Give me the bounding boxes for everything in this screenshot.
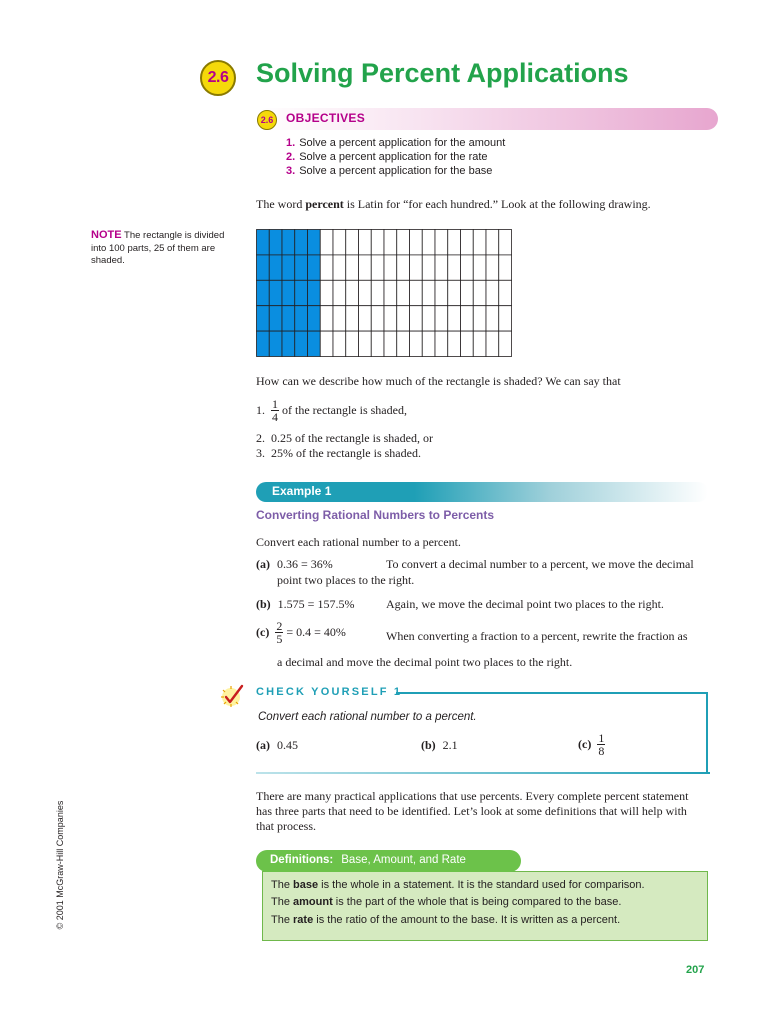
grid-cell-shaded: [308, 280, 321, 305]
grid-cell: [384, 331, 397, 356]
grid-cell: [410, 306, 423, 331]
example-part-a: [256, 557, 333, 572]
grid-cell-shaded: [282, 331, 295, 356]
grid-cell-shaded: [295, 255, 308, 280]
check-yourself-frame: [396, 692, 708, 772]
check-yourself-label: CHECK YOURSELF 1: [256, 686, 403, 698]
definition-amount: [271, 896, 621, 908]
example-label: Example 1: [272, 484, 332, 498]
definition-term: rate: [293, 914, 314, 926]
grid-cell: [461, 255, 474, 280]
grid-cell: [397, 255, 410, 280]
grid-cell: [448, 280, 461, 305]
grid-cell: [435, 280, 448, 305]
grid-cell: [371, 331, 384, 356]
grid-cell: [359, 280, 372, 305]
grid-cell: [486, 306, 499, 331]
grid-cell: [435, 230, 448, 255]
definition-rate: [271, 914, 620, 926]
check-part-a: [256, 738, 298, 753]
grid-cell: [422, 230, 435, 255]
grid-cell-shaded: [269, 306, 282, 331]
grid-cell: [371, 230, 384, 255]
grid-cell-shaded: [308, 331, 321, 356]
grid-cell-shaded: [269, 230, 282, 255]
definition-text: is the ratio of the amount to the base. It is written as a percent.: [313, 914, 621, 926]
grid-cell-shaded: [295, 331, 308, 356]
grid-cell-shaded: [282, 280, 295, 305]
part-label: (c): [578, 737, 592, 751]
grid-cell: [499, 331, 512, 356]
grid-cell: [359, 255, 372, 280]
objective-text: Solve a percent application for the amount: [299, 137, 506, 149]
grid-cell: [410, 331, 423, 356]
grid-cell: [346, 306, 359, 331]
note-label: NOTE: [91, 229, 122, 241]
grid-cell: [486, 331, 499, 356]
describe-question: How can we describe how much of the rectangle is shaded? We can say that: [256, 374, 621, 388]
definition-text: is the whole in a statement. It is the standard used for comparison.: [318, 879, 645, 891]
definition-text: The: [271, 879, 294, 891]
grid-cell-shaded: [257, 255, 270, 280]
grid-cell-shaded: [308, 230, 321, 255]
fraction: [271, 398, 279, 423]
grid-cell: [359, 230, 372, 255]
checkmark-icon: [220, 682, 246, 708]
definition-text: is the part of the whole that is being compared to the base.: [332, 896, 622, 908]
grid-cell-shaded: [257, 230, 270, 255]
grid-cell-shaded: [282, 230, 295, 255]
hundred-grid: [256, 229, 512, 357]
fraction-numerator: 1: [598, 731, 605, 745]
definitions-label: [270, 854, 466, 866]
grid-cell: [410, 230, 423, 255]
check-part-b: [421, 738, 458, 753]
grid-cell: [435, 306, 448, 331]
fraction: [597, 732, 605, 757]
grid-cell: [384, 306, 397, 331]
definition-term: amount: [293, 896, 333, 908]
grid-cell: [473, 306, 486, 331]
margin-note: [91, 229, 241, 268]
objective-item: [286, 165, 492, 177]
part-label: (b): [421, 738, 436, 752]
part-expression: 1.575 = 157.5%: [277, 597, 355, 611]
applications-line: has three parts that need to be identified. Let’s look at some definitions that will help with: [256, 804, 687, 818]
applications-line: There are many practical applications that use percents. Every complete percent statement: [256, 789, 689, 803]
part-label: (a): [256, 557, 270, 571]
grid-cell: [333, 255, 346, 280]
objective-number: 3.: [286, 165, 296, 177]
fraction: [275, 620, 283, 645]
grid-cell: [359, 331, 372, 356]
grid-cell-shaded: [295, 280, 308, 305]
example-part-c: [256, 620, 346, 645]
intro-keyword: percent: [305, 197, 344, 211]
list-number: 1.: [256, 403, 265, 417]
definition-text: The: [271, 896, 294, 908]
example-part-a-explanation: To convert a decimal number to a percent, we move the decimal: [386, 557, 694, 571]
grid-cell: [461, 280, 474, 305]
grid-cell: [499, 255, 512, 280]
grid-cell: [435, 331, 448, 356]
definitions-subheading: Base, Amount, and Rate: [341, 854, 466, 866]
definition-text: The: [271, 914, 294, 926]
check-yourself-rule: [256, 772, 710, 774]
grid-cell: [448, 255, 461, 280]
describe-item-1: [256, 398, 407, 423]
grid-cell: [371, 280, 384, 305]
objective-number: 1.: [286, 137, 296, 149]
grid-cell: [435, 255, 448, 280]
describe-item-2: 2. 0.25 of the rectangle is shaded, or: [256, 431, 433, 445]
grid-cell: [333, 280, 346, 305]
grid-cell: [346, 331, 359, 356]
fraction-denominator: 4: [272, 410, 278, 424]
grid-cell-shaded: [282, 255, 295, 280]
grid-cell: [320, 331, 333, 356]
grid-cell: [422, 331, 435, 356]
grid-cell: [397, 331, 410, 356]
grid-cell: [473, 230, 486, 255]
objective-text: Solve a percent application for the rate: [299, 151, 488, 163]
grid-cell: [371, 306, 384, 331]
grid-cell: [448, 230, 461, 255]
grid-cell: [448, 306, 461, 331]
grid-cell: [461, 306, 474, 331]
part-expression: = 0.4 = 40%: [286, 625, 346, 639]
grid-cell: [359, 306, 372, 331]
check-yourself-prompt: Convert each rational number to a percent.: [258, 711, 477, 723]
grid-cell: [422, 255, 435, 280]
grid-cell: [499, 306, 512, 331]
grid-cell: [422, 280, 435, 305]
example-part-a-continued: point two places to the right.: [277, 573, 415, 587]
grid-cell: [333, 230, 346, 255]
grid-cell-shaded: [308, 255, 321, 280]
example-subtitle: Converting Rational Numbers to Percents: [256, 508, 495, 522]
applications-line: that process.: [256, 819, 316, 833]
objectives-label: OBJECTIVES: [286, 111, 366, 125]
grid-cell: [346, 280, 359, 305]
fraction-denominator: 8: [598, 744, 605, 758]
describe-item-3: 3. 25% of the rectangle is shaded.: [256, 446, 421, 460]
grid-cell: [320, 230, 333, 255]
note-text: The rectangle is divided into 100 parts, 25 of them are shaded.: [91, 230, 225, 266]
grid-cell-shaded: [308, 306, 321, 331]
grid-cell-shaded: [269, 255, 282, 280]
grid-cell: [486, 255, 499, 280]
grid-cell-shaded: [257, 331, 270, 356]
grid-cell: [320, 306, 333, 331]
grid-cell: [346, 230, 359, 255]
example-part-c-continued: a decimal and move the decimal point two places to the right.: [277, 655, 573, 669]
grid-cell: [448, 331, 461, 356]
grid-cell: [473, 331, 486, 356]
example-part-b-explanation: Again, we move the decimal point two places to the right.: [386, 597, 664, 611]
grid-cell-shaded: [295, 230, 308, 255]
page-title: Solving Percent Applications: [256, 58, 629, 88]
grid-cell: [410, 255, 423, 280]
grid-cell: [371, 255, 384, 280]
grid-cell: [499, 280, 512, 305]
grid-cell: [333, 306, 346, 331]
grid-cell: [346, 255, 359, 280]
grid-cell: [473, 280, 486, 305]
grid-cell: [486, 280, 499, 305]
grid-cell-shaded: [257, 306, 270, 331]
objective-text: Solve a percent application for the base: [299, 165, 493, 177]
example-part-c-explanation: When converting a fraction to a percent, rewrite the fraction as: [386, 629, 688, 643]
part-expression: 0.36 = 36%: [277, 557, 333, 571]
objective-item: [286, 137, 505, 149]
part-label: (c): [256, 625, 270, 639]
part-value: 2.1: [442, 738, 458, 752]
definition-base: [271, 879, 645, 891]
grid-cell: [397, 306, 410, 331]
intro-paragraph: [256, 197, 651, 212]
part-label: (b): [256, 597, 271, 611]
fraction-numerator: 1: [272, 397, 278, 411]
example-prompt: Convert each rational number to a percent.: [256, 535, 461, 549]
page-number: 207: [686, 964, 705, 976]
grid-cell: [461, 230, 474, 255]
grid-cell: [461, 331, 474, 356]
part-value: 0.45: [277, 738, 298, 752]
grid-cell: [384, 230, 397, 255]
grid-cell: [397, 230, 410, 255]
grid-cell: [473, 255, 486, 280]
definition-term: base: [293, 879, 319, 891]
grid-cell-shaded: [257, 280, 270, 305]
grid-cell: [320, 280, 333, 305]
fraction-numerator: 2: [276, 619, 283, 633]
grid-cell: [397, 280, 410, 305]
definitions-heading: Definitions:: [270, 854, 334, 866]
grid-cell-shaded: [295, 306, 308, 331]
intro-text: The word: [256, 197, 306, 211]
objective-item: [286, 151, 488, 163]
grid-cell-shaded: [269, 331, 282, 356]
objective-number: 2.: [286, 151, 296, 163]
part-label: (a): [256, 738, 270, 752]
grid-cell: [384, 255, 397, 280]
intro-text: is Latin for “for each hundred.” Look at the following drawing.: [343, 197, 651, 211]
grid-cell-shaded: [269, 280, 282, 305]
grid-cell: [422, 306, 435, 331]
grid-cell: [410, 280, 423, 305]
example-part-b: [256, 597, 354, 612]
grid-cell: [499, 230, 512, 255]
grid-cell: [320, 255, 333, 280]
grid-cell: [384, 280, 397, 305]
section-badge: 2.6: [200, 60, 236, 96]
check-part-c: [578, 732, 605, 757]
fraction-denominator: 5: [276, 632, 283, 646]
objectives-badge: 2.6: [257, 110, 277, 130]
grid-cell: [486, 230, 499, 255]
list-text: of the rectangle is shaded,: [282, 403, 407, 417]
copyright-notice: © 2001 McGraw-Hill Companies: [55, 800, 65, 930]
grid-cell: [333, 331, 346, 356]
grid-cell-shaded: [282, 306, 295, 331]
